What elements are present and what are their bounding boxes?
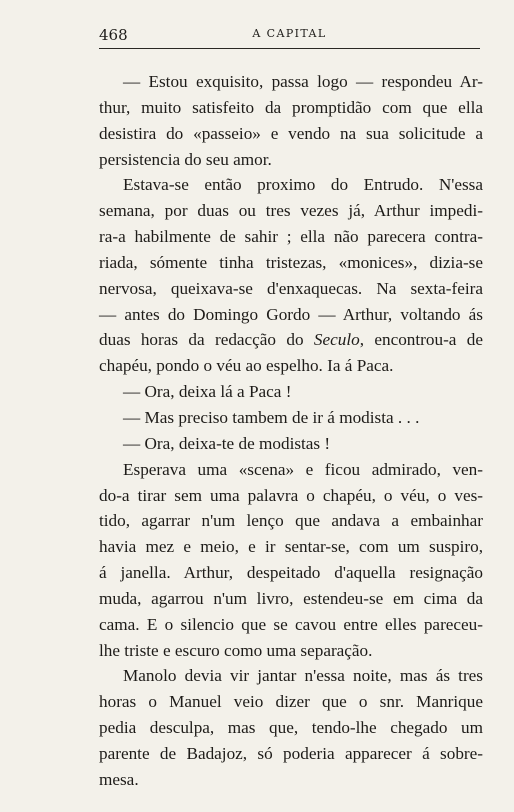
text-line: desistira do «passeio» e vendo na sua solicitude a xyxy=(99,123,483,143)
text-line: chapéu, pondo o véu ao espelho. Ia á Paca. xyxy=(99,356,394,376)
text-line: Esperava uma «scena» e ficou admirado, ven- xyxy=(123,459,483,479)
text-line: — Mas preciso tambem de ir á modista . . . xyxy=(123,407,420,427)
text-line: — Ora, deixa-te de modistas ! xyxy=(123,433,331,453)
text-line: thur, muito satisfeito da promptidão com que ella xyxy=(99,97,483,117)
text-line: duas horas da redacção do Seculo, encontrou-a de xyxy=(99,330,483,350)
text-line: — Ora, deixa lá a Paca ! xyxy=(123,382,292,402)
text-line: á janella. Arthur, despeitado d'aquella resignação xyxy=(99,563,483,583)
body-text xyxy=(99,69,483,793)
text-line: Estava-se então proximo do Entrudo. N'essa xyxy=(123,175,483,195)
text-line: tido, agarrar n'um lenço que andava a embainhar xyxy=(99,511,483,531)
page-header xyxy=(99,26,480,49)
page-number: 468 xyxy=(99,26,128,44)
text-line: mesa. xyxy=(99,769,139,789)
text-line: pedia desculpa, mas que, tendo-lhe chegado um xyxy=(99,718,483,738)
text-line: horas o Manuel veio dizer que o snr. Manrique xyxy=(99,692,483,712)
text-line: lhe triste e escuro como uma separação. xyxy=(99,640,373,660)
text-line: semana, por duas ou tres vezes já, Arthur impedi- xyxy=(99,201,483,221)
text-line: cama. E o silencio que se cavou entre elles pareceu- xyxy=(99,614,483,634)
text-line: — Estou exquisito, passa logo — respondeu Ar- xyxy=(123,72,483,91)
text-line: muda, agarrou n'um livro, estendeu-se em cima da xyxy=(99,588,483,608)
text-line: do-a tirar sem uma palavra o chapéu, o véu, o ves- xyxy=(99,485,483,505)
text-line: Manolo devia vir jantar n'essa noite, mas ás tres xyxy=(123,666,483,686)
newspaper-title: Seculo xyxy=(313,330,360,350)
text-line: ra-a habilmente de sahir ; ella não parecera contra- xyxy=(99,227,483,247)
text-line: riada, sómente tinha tristezas, «monices», dizia-se xyxy=(99,252,483,272)
text-line: parente de Badajoz, só poderia apparecer á sobre- xyxy=(99,743,483,763)
text-line: — antes do Domingo Gordo — Arthur, voltando ás xyxy=(99,304,483,324)
running-title: A CAPITAL xyxy=(252,27,327,40)
text-line: nervosa, queixava-se d'enxaquecas. Na sexta-feira xyxy=(99,278,483,298)
text-line: persistencia do seu amor. xyxy=(99,149,272,169)
text-line: havia mez e meio, e ir sentar-se, com um suspiro, xyxy=(99,537,483,557)
